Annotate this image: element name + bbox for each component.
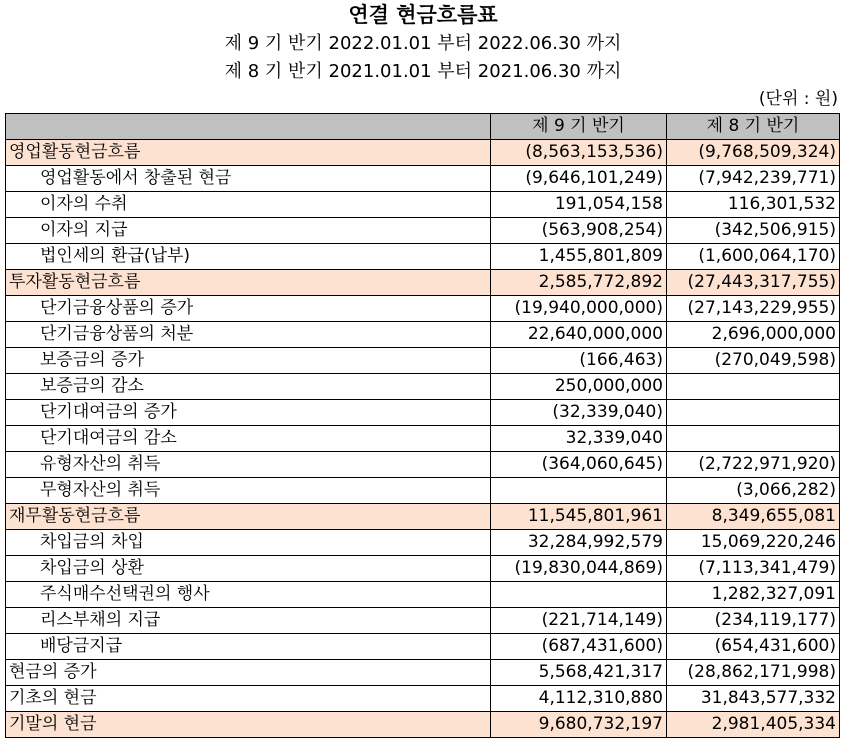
table-row (6, 192, 840, 218)
value-period-8: (342,506,915) (667, 218, 840, 244)
row-label: 기말의 현금 (6, 712, 491, 738)
row-label: 주식매수선택권의 행사 (6, 582, 491, 608)
table-row (6, 686, 840, 712)
table-row (6, 504, 840, 530)
value-period-8: (7,942,239,771) (667, 166, 840, 192)
value-period-9 (491, 582, 667, 608)
row-label: 단기대여금의 증가 (6, 400, 491, 426)
value-period-9: 5,568,421,317 (491, 660, 667, 686)
value-period-8: (654,431,600) (667, 634, 840, 660)
value-period-9: (32,339,040) (491, 400, 667, 426)
unit-label: (단위 : 원) (758, 89, 838, 109)
table-row (6, 556, 840, 582)
value-period-9: 250,000,000 (491, 374, 667, 400)
statement-title: 연결 현금흐름표 (348, 3, 498, 27)
table-row (6, 140, 840, 166)
value-period-8: 2,981,405,334 (667, 712, 840, 738)
row-label: 이자의 지급 (6, 218, 491, 244)
value-period-8: (1,600,064,170) (667, 244, 840, 270)
value-period-9: (9,646,101,249) (491, 166, 667, 192)
table-row (6, 582, 840, 608)
value-period-9: 32,339,040 (491, 426, 667, 452)
row-label: 배당금지급 (6, 634, 491, 660)
table-row (6, 270, 840, 296)
row-label: 무형자산의 취득 (6, 478, 491, 504)
row-label: 이자의 수취 (6, 192, 491, 218)
value-period-9: 32,284,992,579 (491, 530, 667, 556)
value-period-8: 1,282,327,091 (667, 582, 840, 608)
value-period-8: 8,349,655,081 (667, 504, 840, 530)
row-label: 현금의 증가 (6, 660, 491, 686)
value-period-8: (27,143,229,955) (667, 296, 840, 322)
row-label: 기초의 현금 (6, 686, 491, 712)
row-label: 보증금의 증가 (6, 348, 491, 374)
row-label: 영업활동에서 창출된 현금 (6, 166, 491, 192)
table-row (6, 322, 840, 348)
header-account (6, 114, 491, 140)
table-row (6, 452, 840, 478)
header-period-9: 제 9 기 반기 (491, 114, 667, 140)
table-row (6, 296, 840, 322)
value-period-9: 1,455,801,809 (491, 244, 667, 270)
value-period-8: 116,301,532 (667, 192, 840, 218)
period-current: 제 9 기 반기 2022.01.01 부터 2022.06.30 까지 (224, 33, 622, 54)
table-row (6, 712, 840, 738)
value-period-9: (166,463) (491, 348, 667, 374)
table-row (6, 348, 840, 374)
value-period-9: 11,545,801,961 (491, 504, 667, 530)
value-period-8 (667, 400, 840, 426)
value-period-8: (28,862,171,998) (667, 660, 840, 686)
row-label: 보증금의 감소 (6, 374, 491, 400)
value-period-8: 2,696,000,000 (667, 322, 840, 348)
row-label: 유형자산의 취득 (6, 452, 491, 478)
value-period-8: (234,119,177) (667, 608, 840, 634)
value-period-9: (8,563,153,536) (491, 140, 667, 166)
value-period-9: 4,112,310,880 (491, 686, 667, 712)
value-period-8: (9,768,509,324) (667, 140, 840, 166)
value-period-9: (19,940,000,000) (491, 296, 667, 322)
value-period-9: (687,431,600) (491, 634, 667, 660)
row-label: 영업활동현금흐름 (6, 140, 491, 166)
table-row (6, 218, 840, 244)
value-period-8: (7,113,341,479) (667, 556, 840, 582)
table-row (6, 634, 840, 660)
value-period-9: (364,060,645) (491, 452, 667, 478)
header-period-8: 제 8 기 반기 (667, 114, 840, 140)
row-label: 단기대여금의 감소 (6, 426, 491, 452)
period-prior: 제 8 기 반기 2021.01.01 부터 2021.06.30 까지 (224, 61, 622, 82)
row-label: 차입금의 차입 (6, 530, 491, 556)
value-period-9: 9,680,732,197 (491, 712, 667, 738)
row-label: 재무활동현금흐름 (6, 504, 491, 530)
table-header-row (6, 114, 840, 140)
value-period-9 (491, 478, 667, 504)
table-row (6, 426, 840, 452)
row-label: 단기금융상품의 처분 (6, 322, 491, 348)
row-label: 리스부채의 지급 (6, 608, 491, 634)
row-label: 차입금의 상환 (6, 556, 491, 582)
value-period-9: (221,714,149) (491, 608, 667, 634)
row-label: 단기금융상품의 증가 (6, 296, 491, 322)
value-period-8: (270,049,598) (667, 348, 840, 374)
value-period-8: 15,069,220,246 (667, 530, 840, 556)
table-row (6, 608, 840, 634)
value-period-8 (667, 426, 840, 452)
value-period-8: 31,843,577,332 (667, 686, 840, 712)
value-period-9: 22,640,000,000 (491, 322, 667, 348)
table-row (6, 244, 840, 270)
table-row (6, 660, 840, 686)
value-period-8: (2,722,971,920) (667, 452, 840, 478)
cash-flow-table (5, 113, 840, 738)
value-period-9: 2,585,772,892 (491, 270, 667, 296)
table-row (6, 478, 840, 504)
table-row (6, 374, 840, 400)
row-label: 법인세의 환급(납부) (6, 244, 491, 270)
value-period-9: (563,908,254) (491, 218, 667, 244)
value-period-8: (27,443,317,755) (667, 270, 840, 296)
value-period-9: 191,054,158 (491, 192, 667, 218)
value-period-8 (667, 374, 840, 400)
table-row (6, 530, 840, 556)
table-row (6, 166, 840, 192)
table-row (6, 400, 840, 426)
value-period-8: (3,066,282) (667, 478, 840, 504)
value-period-9: (19,830,044,869) (491, 556, 667, 582)
row-label: 투자활동현금흐름 (6, 270, 491, 296)
